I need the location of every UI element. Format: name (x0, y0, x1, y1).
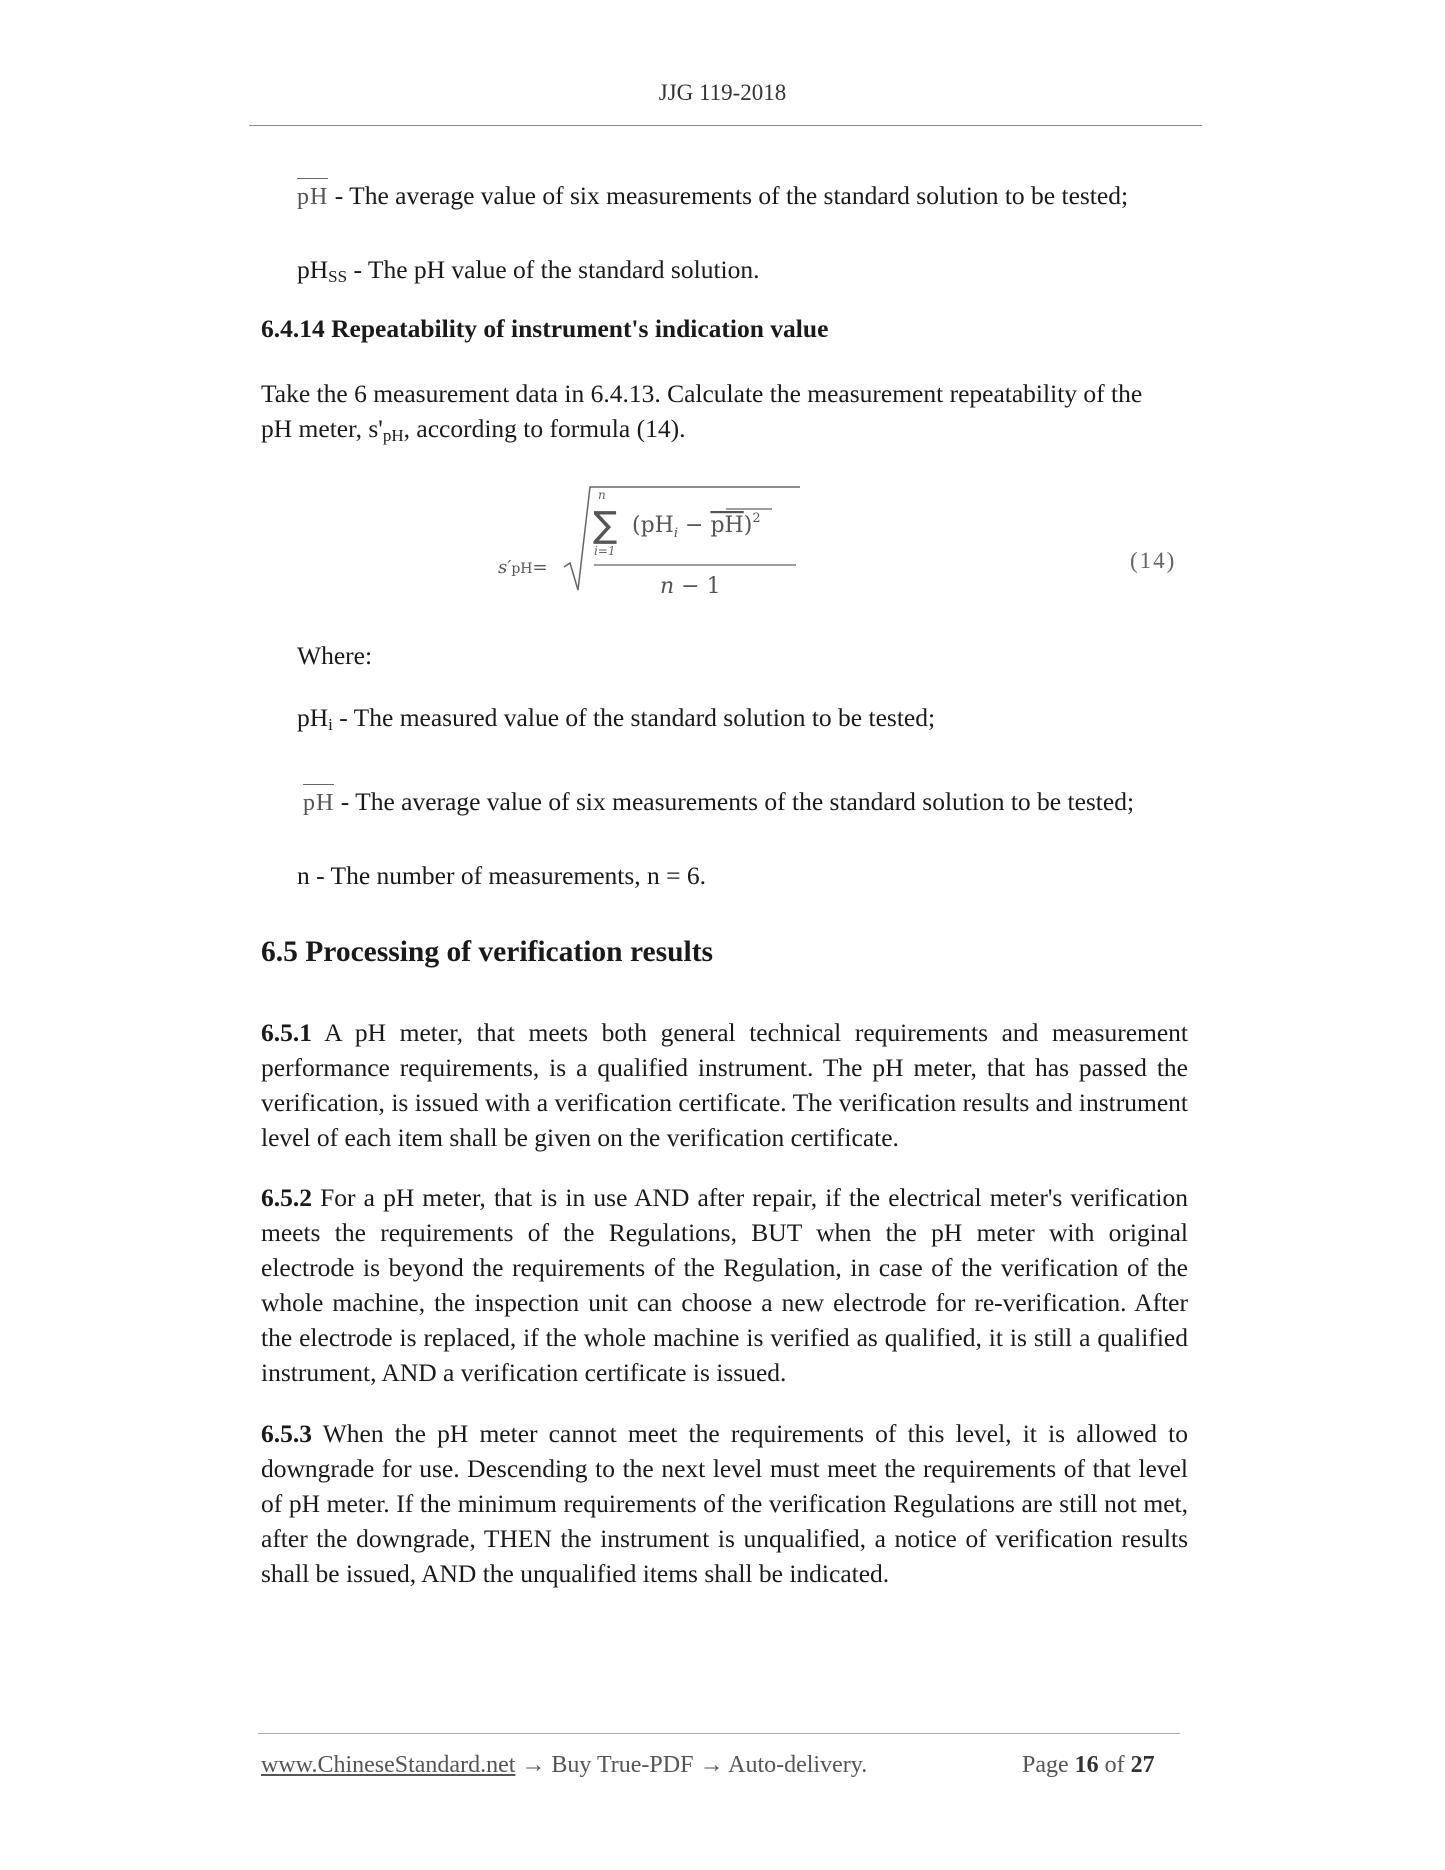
def-phi (297, 700, 935, 735)
para-6-5-1-num: 6.5.1 (261, 1018, 312, 1047)
ph-mean-symbol-2: pH (303, 784, 334, 821)
denominator: n − 1 (660, 574, 721, 599)
para-line2-sub: pH (382, 426, 404, 445)
page-total: 27 (1130, 1752, 1155, 1778)
ph-mean-symbol: pH (297, 178, 328, 215)
phi-desc: - The measured value of the standard solution to be tested; (332, 703, 936, 732)
def-mean-ph (297, 178, 1128, 215)
phss-sub: SS (328, 267, 348, 286)
numerator: $(pH_i - pH)^2$ (632, 511, 761, 541)
para-6-5-2-text: For a pH meter, that is in use AND after repair, if the electrical meter's verification meets the requirements of the Regulations, BUT when the pH meter with original electrode is beyond the requirements of the Regulation, in case of the verification of the whole machine, the inspection unit can choose a new electrode for re-verification. After the electrode is replaced, if the whole machine is verified as qualified, it is still a qualified instrument, AND a verification certificate is issued. (261, 1183, 1188, 1387)
para-6-5-2 (261, 1180, 1188, 1390)
phss-desc: - The pH value of the standard solution. (347, 255, 760, 284)
phi-sub: i (328, 715, 333, 734)
phss-symbol: pH (297, 255, 329, 284)
footer-promo-text: → Buy True-PDF → Auto-delivery. (515, 1752, 868, 1778)
where-label: Where: (297, 641, 373, 670)
para-line2-b: , according to formula (14). (403, 414, 686, 443)
sum-lower-limit: i=1 (594, 544, 616, 558)
para-6-5-1-text: A pH meter, that meets both general technical requirements and measurement performance requirements, is a qualified instrument. The pH meter, that has passed the verification, is issued with a verification certificate. The verification results and instrument level of each item shall be given on the verification certificate. (261, 1018, 1188, 1152)
equation-number: (14) (1130, 548, 1177, 573)
para-6-4-14-line2 (261, 411, 685, 446)
phi-symbol: pH (297, 703, 329, 732)
footer-divider (258, 1733, 1180, 1734)
footer-promo (261, 1752, 867, 1779)
para-6-5-1 (261, 1015, 1188, 1155)
para-6-5-3 (261, 1416, 1188, 1591)
of-label: of (1104, 1752, 1125, 1778)
sum-upper-limit: n (598, 488, 606, 502)
heading-6-5: 6.5 Processing of verification results (261, 936, 713, 968)
chinesestandard-link[interactable]: www.ChineseStandard.net (261, 1752, 516, 1778)
def-mean-desc-2: - The average value of six measurements of the standard solution to be tested; (334, 787, 1135, 816)
sigma-icon: ∑ (593, 505, 618, 546)
para-line2-a: pH meter, s' (261, 414, 383, 443)
def-mean-ph-2 (303, 784, 1134, 821)
def-phss (297, 252, 760, 287)
page-number: 16 (1074, 1752, 1099, 1778)
para-6-5-3-text: When the pH meter cannot meet the requirements of this level, it is allowed to downgrade for use. Descending to the next level must meet the requirements of that level of pH meter. If the minimum requirements of the verification Regulations are still not met, after the downgrade, THEN the instrument is unqualified, a notice of verification results shall be issued, AND the unqualified items shall be indicated. (261, 1419, 1188, 1588)
document-code: JJG 119-2018 (658, 80, 787, 105)
para-6-5-3-num: 6.5.3 (261, 1419, 312, 1448)
page-indicator (1022, 1752, 1155, 1779)
heading-6-4-14: 6.4.14 Repeatability of instrument's indication value (261, 314, 829, 343)
para-6-4-14-line1: Take the 6 measurement data in 6.4.13. Calculate the measurement repeatability of the (261, 379, 1143, 408)
header-divider (249, 125, 1202, 126)
def-mean-desc: - The average value of six measurements of the standard solution to be tested; (328, 181, 1129, 210)
para-6-5-2-num: 6.5.2 (261, 1183, 312, 1212)
formula-14 (490, 485, 820, 600)
formula-lhs: s′pH= (498, 557, 548, 578)
def-n: n - The number of measurements, n = 6. (297, 861, 707, 890)
page-label: Page (1022, 1752, 1069, 1778)
